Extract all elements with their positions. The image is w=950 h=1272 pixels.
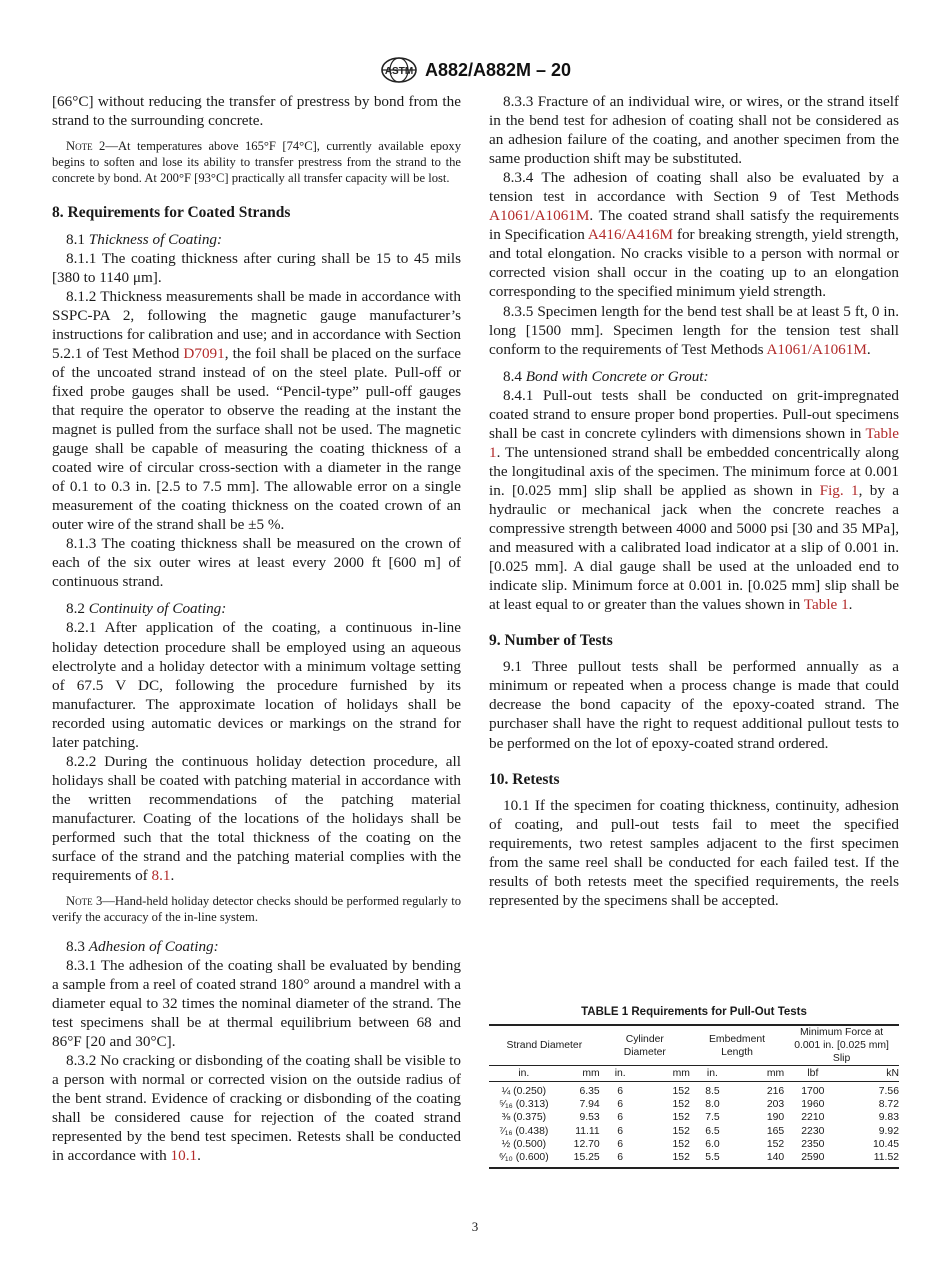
section-8-1-1: 8.1.1 The coating thickness after curing shall be 15 to 45 mils [380 to 1140 μm]. (52, 249, 461, 286)
unit-header: mm (735, 1066, 784, 1082)
section-8-3-3: 8.3.3 Fracture of an individual wire, or wires, or the strand itself in the bend test for adhesion of coating shall not be considered as an adhesion failure of the coating, and another specimen from the same production shift may be substituted. (489, 93, 899, 168)
table-cell: 1700 (801, 1086, 825, 1097)
table-cell: 1960 (801, 1099, 825, 1111)
table-cell: 2230 (801, 1125, 825, 1137)
column-header: Embedment Length (690, 1025, 784, 1066)
section-10-1: 10.1 If the specimen for coating thickness, continuity, adhesion of coating, and pull-out tests fail to meet the specified requirements, two retest samples adjacent to the first specimen from the same reel shall be conducted for each failed test. If the results of both retests meet the specified requirements, the reels represented by the specimens shall be accepted. (489, 796, 899, 909)
table-cell: 152 (672, 1125, 690, 1137)
section-8-2-1: 8.2.1 After application of the coating, a continuous in-line holiday detection procedure shall be employed using an aqueous electrolyte and a holiday detector with a minimum voltage setting of 67.5 V DC, following the procedure furnished by its manufacturer. The approximate location of holidays shall be recorded using automatic devices or markings on the strand for later patching. (52, 619, 461, 751)
paragraph-text: , the foil shall be placed on the surface of the uncoated strand instead of on the steel plate. Pull-off or fixed probe gauges shall be used. “Pencil-type” pull-off gauges that require the operator to observe the reading at the instant the magnet is pulled from the surface shall not be used. The magnetic gauge shall be capable of measuring the coating thickness of a coated wire of circular cross-section with a diameter in the range of 0.1 to 0.3 in. [2.5 to 7.5 mm]. The allowable error on a single measurement of the coating thickness on the coated crown of an outer wire of the strand shall be ±5 %. (52, 344, 461, 534)
paragraph-text: . (848, 596, 853, 614)
astm-logo-icon (379, 56, 419, 84)
table-cell: 8.72 (878, 1099, 899, 1111)
table-row (489, 1151, 899, 1168)
paragraph-text: , by a hydraulic or mechanical jack when the concrete reaches a compressive strength between 4000 and 5000 psi [30 and 35 MPa], and measured with a calibrated load indicator at a slip of 0.001 in. [0.025 mm]. A dial gauge shall be used at the unloaded end to indicate slip. Minimum force at 0.001 in. [0.025 mm] slip shall be at least equal to or greater than the values shown in (489, 481, 899, 614)
table-body (489, 1082, 899, 1169)
table-cell: 6.5 (705, 1125, 720, 1137)
section-number: 8.4 (503, 367, 526, 385)
link-table-1[interactable]: Table 1 (803, 596, 849, 614)
paragraph-text: . The untensioned strand shall be embedded concentrically along the longitudinal axis of the specimen. The minimum force at 0.001 in. [0.025 mm] slip shall be applied as shown in (489, 443, 899, 499)
table-cell: ⁶⁄₁₀ (0.600) (489, 1151, 559, 1168)
section-8-3-1: 8.3.1 The adhesion of the coating shall be evaluated by bending a sample from a reel of coated strand 180° around a mandrel with a diameter equal to 32 times the nominal diameter of the strand. The test specimens shall be at thermal equilibrium between 68 and 86°F [20 and 30°C]. (52, 956, 461, 1050)
table-1 (489, 1006, 899, 1169)
table-cell: 190 (766, 1112, 785, 1124)
link-10-1[interactable]: 10.1 (170, 1147, 198, 1165)
table-cell: 140 (735, 1151, 784, 1168)
paragraph-text: 8.4.1 Pull-out tests shall be conducted on grit-impregnated coated strand to ensure proper bond properties. Pull-out specimens shall be cast in concrete cylinders with dimensions shown in (489, 386, 899, 442)
table-cell: 7.94 (579, 1099, 600, 1111)
table-row (489, 1098, 899, 1111)
table-row (489, 1111, 899, 1124)
table-cell: 12.70 (573, 1138, 600, 1150)
section-title: Bond with Concrete or Grout: (525, 367, 709, 385)
paragraph-text: 8.3.5 Specimen length for the bend test shall be at least 5 ft, 0 in. long [1500 mm]. Specimen length for the tension test shall conform to the requirements of Test Methods (489, 302, 899, 358)
paragraph-text: . (866, 340, 871, 358)
link-8-1[interactable]: 8.1 (151, 867, 171, 885)
table-cell: 9.53 (579, 1112, 600, 1124)
table-cell: 6.0 (705, 1138, 720, 1150)
table-cell: 152 (672, 1099, 690, 1111)
table-cell: 10.45 (872, 1138, 899, 1150)
table-cell: 6 (617, 1138, 624, 1150)
section-10-heading: 10. Retests (489, 770, 560, 788)
page-number: 3 (471, 1219, 479, 1234)
link-a416[interactable]: A416/A416M (587, 226, 674, 244)
table-cell: 6.35 (579, 1086, 600, 1097)
section-8-3-5 (489, 302, 899, 359)
table-cell: 152 (672, 1138, 690, 1150)
table-cell: 165 (766, 1125, 785, 1137)
table-cell: 6 (617, 1112, 624, 1124)
section-8-1-2 (52, 287, 461, 535)
table-cell: 152 (672, 1086, 690, 1097)
continued-paragraph: [66°C] without reducing the transfer of prestress by bond from the strand to the surrounding concrete. (52, 93, 461, 130)
table-title: TABLE 1 Requirements for Pull-Out Tests (581, 1006, 807, 1018)
table-cell: 15.25 (559, 1151, 600, 1168)
paragraph-text: 8.3.2 No cracking or disbonding of the coating shall be visible to a person with normal or corrected vision on the outside radius of the bent strand. Evidence of cracking or disbonding of the coating shall be considered cause for rejection of the coated strand represented by the bend test specimen. Retests shall be conducted in accordance with (52, 1052, 461, 1165)
section-8-3 (52, 937, 461, 956)
paragraph-text: for breaking strength, yield strength, and total elongation. No cracks visible to a person with normal or corrected vision shall occur in the coating up to an elongation corresponding to the specified minimum yield strength. (489, 226, 899, 301)
right-column (489, 92, 899, 910)
table-cell: 2590 (784, 1151, 841, 1168)
paragraph-text: . (197, 1147, 201, 1165)
link-a1061[interactable]: A1061/A1061M (489, 207, 590, 225)
section-8-2-2 (52, 752, 461, 885)
note-label: Note (66, 894, 93, 909)
paragraph-text: 8.2.2 During the continuous holiday detection procedure, all holidays shall be coated with patching material in accordance with the written recommendations of the patching material manufacturer. Coating of the locations of the holidays shall be performed such that the total thickness of the coating on the surface of the strand and the patching material complies with the requirements of (52, 752, 461, 885)
paragraph-text: 8.3.4 The adhesion of coating shall also be evaluated by a tension test in accordance with Section 9 of Test Methods (489, 169, 899, 206)
table-cell: 8.0 (705, 1099, 720, 1111)
table-cell: ⁵⁄₁₆ (0.313) (499, 1099, 549, 1111)
unit-header: lbf (784, 1066, 841, 1082)
table-cell: 7.56 (878, 1086, 899, 1097)
section-8-2 (52, 599, 461, 618)
table-cell: 6 (617, 1125, 624, 1137)
table-cell: 9.92 (878, 1125, 899, 1137)
section-9-heading: 9. Number of Tests (489, 632, 613, 650)
section-8-3-4 (489, 168, 899, 301)
note-text: 2—At temperatures above 165°F [74°C], currently available epoxy begins to soften and lose its ability to transfer prestress from the strand to the concrete by bond. At 200°F [93°C] practically all transfer capacity will be lost. (52, 139, 461, 185)
section-8-1 (52, 230, 461, 249)
note-3 (52, 894, 461, 926)
unit-header: in. (690, 1066, 735, 1082)
paragraph-text: 8.1.2 Thickness measurements shall be made in accordance with SSPC-PA 2, following the magnetic gauge manufacturer’s instructions for calibration and use; and in accordance with Section 5.2.1 of Test Method (52, 287, 461, 362)
column-header: Strand Diameter (489, 1025, 600, 1066)
table-cell: 216 (766, 1086, 785, 1097)
section-8-3-2 (52, 1051, 461, 1165)
table-row (489, 1125, 899, 1138)
paragraph-text: . (170, 867, 175, 885)
table-cell: 11.11 (575, 1125, 600, 1137)
section-title: Thickness of Coating: (88, 230, 223, 248)
link-table-1[interactable]: Table 1 (489, 424, 899, 461)
table-cell: 152 (766, 1138, 785, 1150)
unit-header: in. (600, 1066, 641, 1082)
table-cell: 152 (641, 1151, 690, 1168)
section-title: Adhesion of Coating: (88, 937, 219, 955)
section-title: Continuity of Coating: (88, 600, 227, 618)
table-cell: ⅜ (0.375) (501, 1112, 547, 1124)
note-label: Note (66, 139, 93, 154)
table-cell: 7.5 (705, 1112, 720, 1124)
section-8-4 (489, 367, 899, 386)
table-cell: ¼ (0.250) (501, 1086, 547, 1097)
unit-header: kN (842, 1066, 899, 1082)
table-cell: 9.83 (878, 1112, 899, 1124)
table-cell: 5.5 (690, 1151, 735, 1168)
table-cell: 6 (617, 1086, 624, 1097)
table-cell: 2210 (801, 1112, 825, 1124)
section-9-1: 9.1 Three pullout tests shall be performed annually as a minimum or repeated when a process change is made that could decrease the bond capacity of the epoxy-coated strand. The purchaser shall have the right to request additional pullout tests to be performed on the lot of epoxy-coated strand ordered. (489, 658, 899, 752)
table-cell: 152 (672, 1112, 690, 1124)
table-cell: 11.52 (842, 1151, 899, 1168)
table-cell: 6 (600, 1151, 641, 1168)
table-cell: ⁷⁄₁₆ (0.438) (499, 1125, 549, 1137)
pull-out-requirements-table (489, 1024, 899, 1169)
note-2 (52, 139, 461, 186)
section-number: 8.3 (66, 937, 89, 955)
section-number: 8.2 (66, 600, 89, 618)
left-column (52, 92, 461, 1165)
section-8-1-3: 8.1.3 The coating thickness shall be measured on the crown of each of the six outer wires at least every 2000 ft [600 m] of continuous strand. (52, 535, 461, 591)
unit-header: mm (559, 1066, 600, 1082)
paragraph-text: . The coated strand shall satisfy the requirements in Specification (489, 207, 899, 244)
column-header: Cylinder Diameter (600, 1025, 690, 1066)
table-row (489, 1082, 899, 1099)
table-cell: 2350 (801, 1138, 825, 1150)
table-cell: 8.5 (705, 1086, 720, 1097)
svg-text:ASTM: ASTM (384, 66, 414, 77)
section-number: 8.1 (66, 230, 89, 248)
link-fig-1[interactable]: Fig. 1 (819, 481, 859, 499)
section-8-heading: 8. Requirements for Coated Strands (52, 204, 291, 222)
table-cell: 6 (617, 1099, 624, 1111)
link-a1061[interactable]: A1061/A1061M (766, 340, 867, 358)
column-header: Minimum Force at 0.001 in. [0.025 mm] Slip (784, 1025, 899, 1066)
unit-header: mm (641, 1066, 690, 1082)
section-8-4-1 (489, 386, 899, 615)
document-id: A882/A882M – 20 (424, 59, 572, 80)
table-row (489, 1138, 899, 1151)
unit-header: in. (489, 1066, 559, 1082)
note-text: 3—Hand-held holiday detector checks should be performed regularly to verify the accuracy of the in-line system. (52, 894, 461, 924)
table-cell: 203 (766, 1099, 785, 1111)
table-cell: ½ (0.500) (501, 1138, 547, 1150)
page-header (0, 55, 950, 85)
link-d7091[interactable]: D7091 (183, 344, 225, 362)
